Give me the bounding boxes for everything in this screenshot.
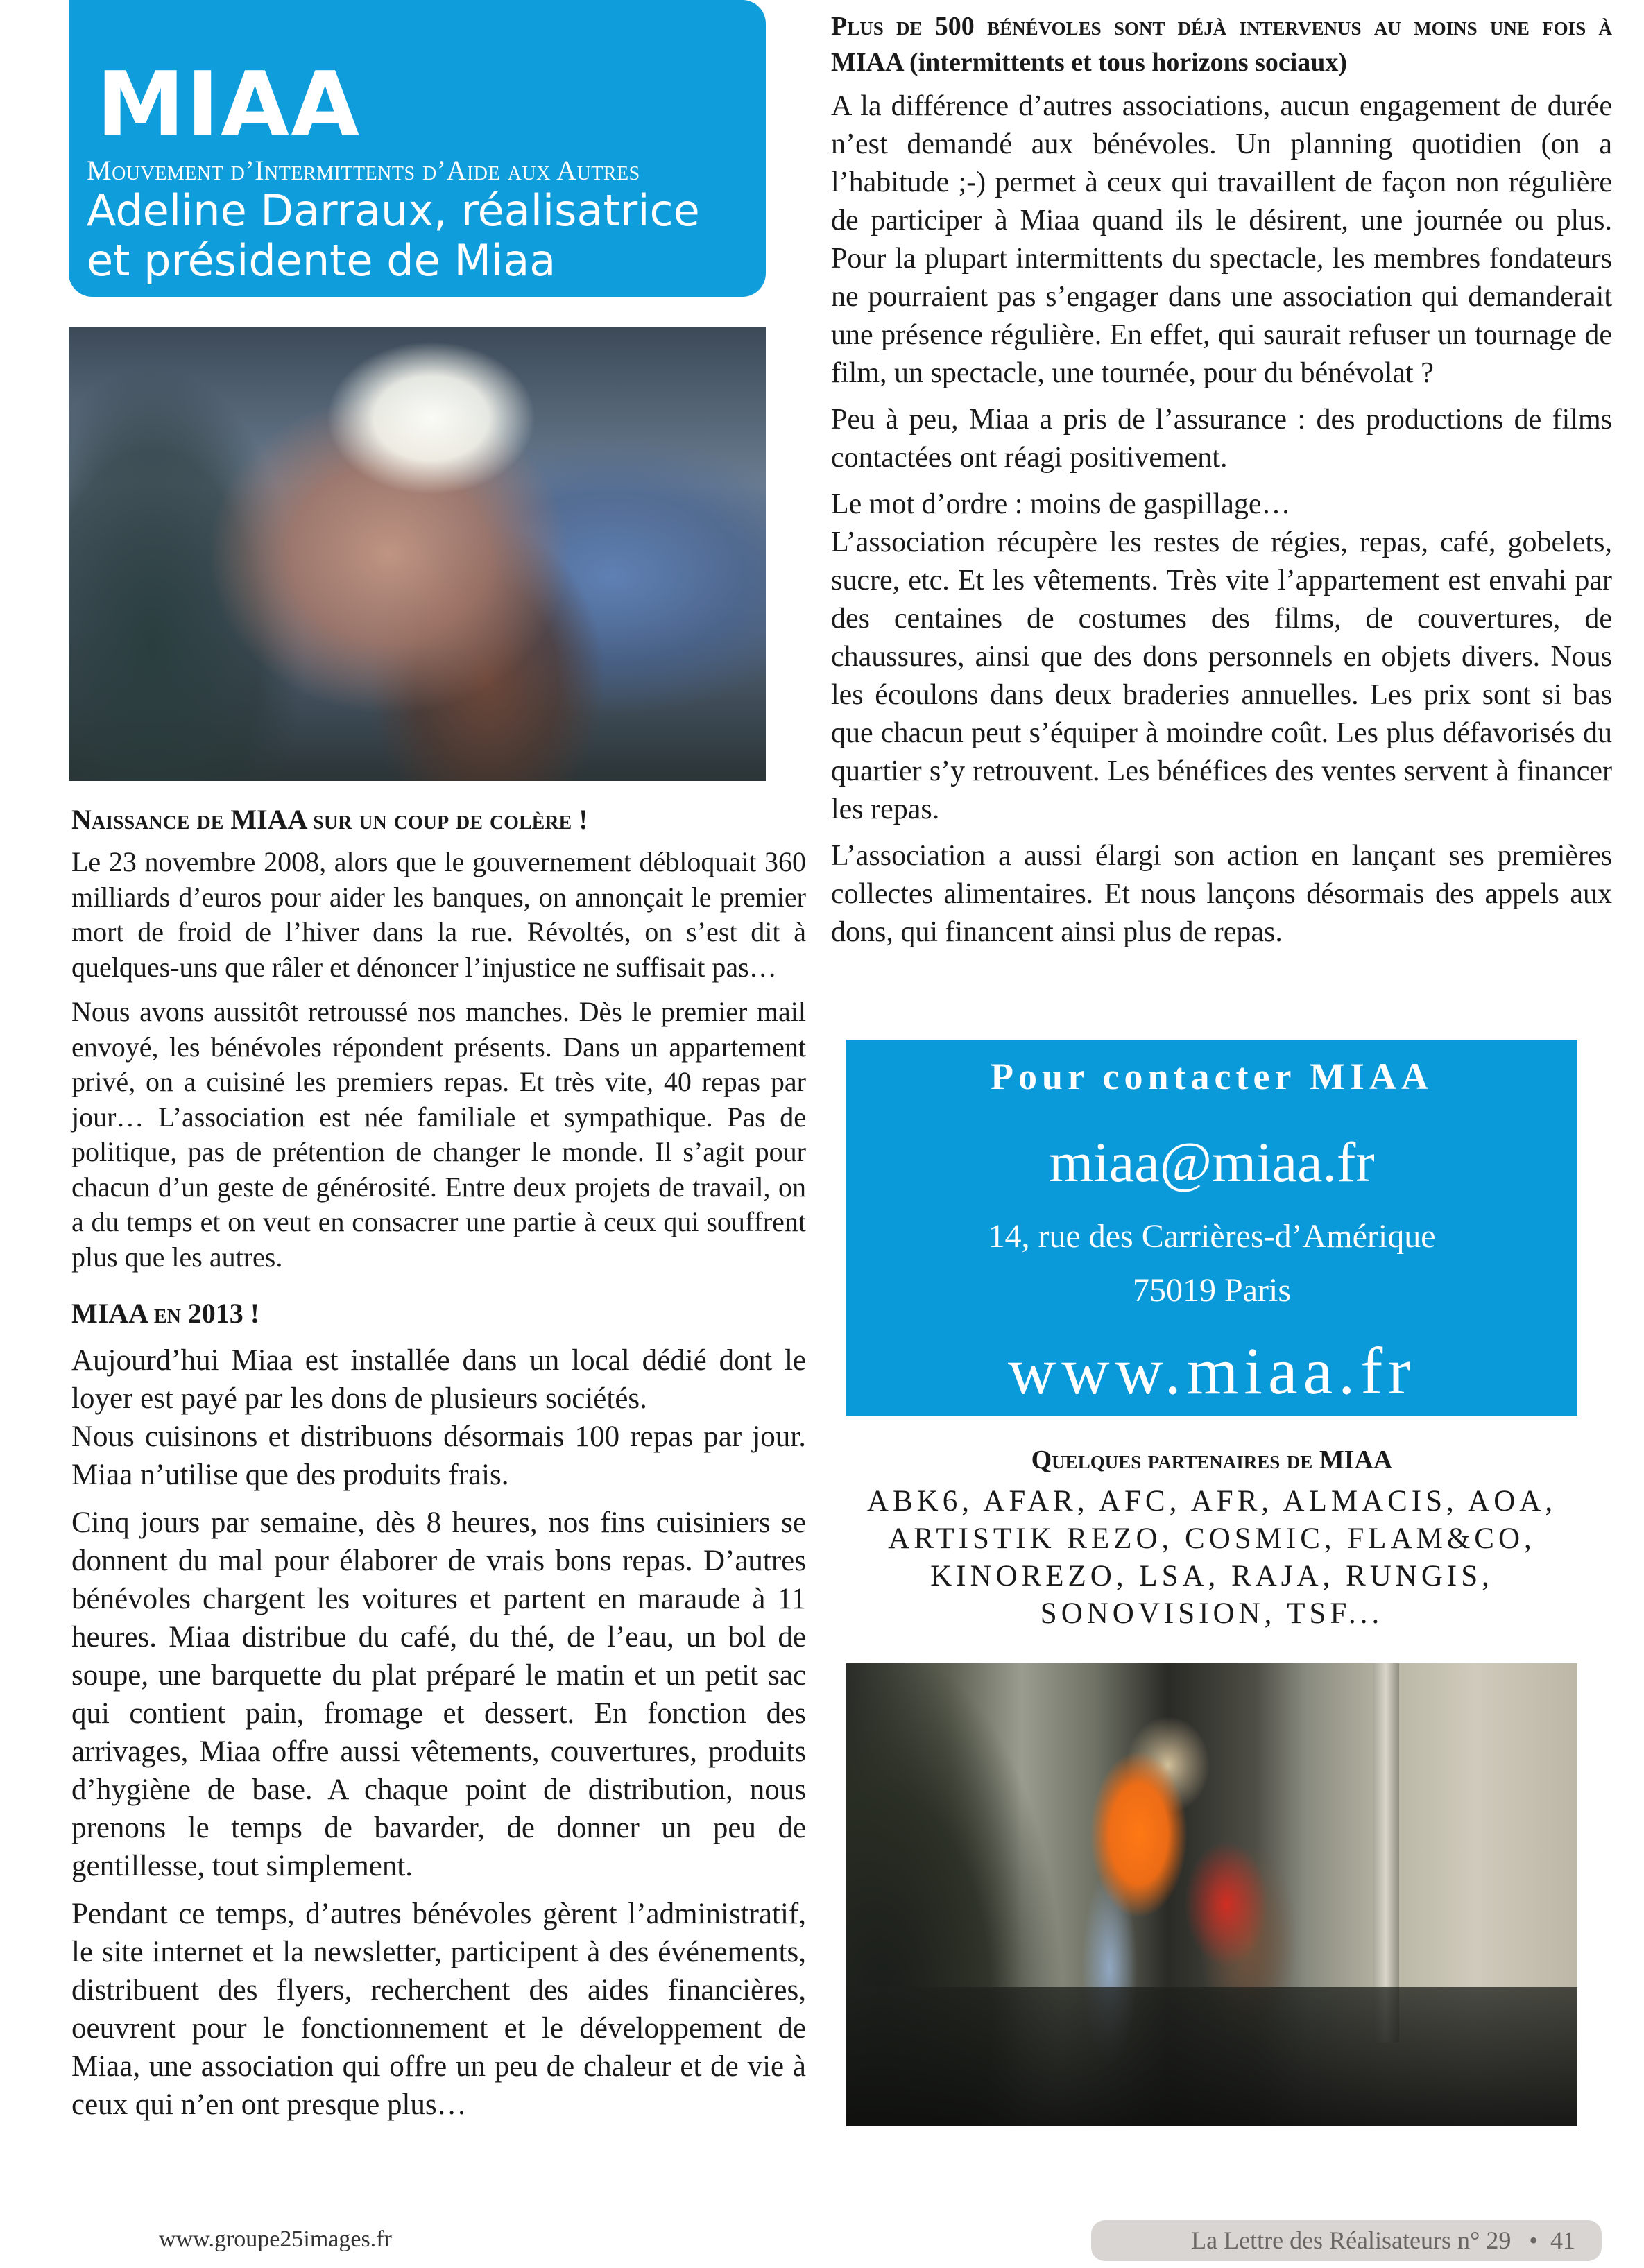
partners-line: ABK6, AFAR, AFC, AFR, ALMACIS, AOA,: [866, 1485, 1557, 1518]
author-line-1: Adeline Darraux, réalisatrice: [87, 185, 700, 236]
footer-website-link[interactable]: www.groupe25images.fr: [159, 2226, 392, 2252]
contact-box: [846, 1040, 1577, 1416]
contact-title: Pour contacter MIAA: [991, 1056, 1433, 1097]
publication-title: La Lettre des Réalisateurs n° 29: [1191, 2226, 1512, 2254]
contact-address-street: 14, rue des Carrières-d’Amérique: [988, 1218, 1436, 1255]
paragraph: A la différence d’autres associations, aucun engagement de durée n’est demandé aux bénévoles. Un planning quotidien (on a l’habitude ;-) permet à ceux qui travaillent de façon non régulière de participer à Miaa quand ils le désirent, une journée ou plus. Pour la plupart intermittents du spectacle, les membres fondateurs ne pourraient pas s’engager dans une association qui demanderait une présence régulière. En effet, qui saurait refuser un tournage de film, un spectacle, une tournée, pour du bénévolat ?: [831, 90, 1612, 389]
author-line-2: et présidente de Miaa: [87, 235, 556, 286]
bullet-separator: •: [1529, 2226, 1538, 2254]
organization-full-name: Mouvement d’Intermittents d’Aide aux Autres: [87, 155, 640, 186]
section-birth-of-miaa: [71, 803, 806, 1285]
paragraph: Aujourd’hui Miaa est installée dans un local dédié dont le loyer est payé par les dons de plusieurs sociétés.: [71, 1344, 806, 1415]
paragraph: Le mot d’ordre : moins de gaspillage…: [831, 488, 1291, 520]
partners-section: [846, 1443, 1577, 1633]
paragraph: Nous avons aussitôt retroussé nos manches. Dès le premier mail envoyé, les bénévoles répondent présents. Dans un appartement privé, on a cuisiné les premiers repas. Et très vite, 40 repas par jour… L’association est née familiale et sympathique. Pas de politique, pas de prétention de changer le monde. Il s’agit pour chacun d’un geste de générosité. Entre deux projets de travail, on a du temps et on veut en consacrer une partie à ceux qui souffrent plus que les autres.: [71, 996, 806, 1273]
footer-publication-badge: [1091, 2220, 1602, 2261]
header-title-box: [69, 0, 766, 297]
section-heading: [831, 8, 1612, 80]
hands-holding-cup-photo: [69, 327, 766, 781]
section-heading: MIAA en 2013 !: [71, 1298, 260, 1329]
contact-address-city: 75019 Paris: [1133, 1272, 1291, 1309]
contact-website-link[interactable]: www.miaa.fr: [1007, 1334, 1416, 1408]
paragraph: L’association a aussi élargi son action en lançant ses premières collectes alimentaires. Et nous lançons désormais des appels aux dons, qui financent ainsi plus de repas.: [831, 840, 1612, 948]
paragraph: Pendant ce temps, d’autres bénévoles gèrent l’administratif, le site internet et la newsletter, participent à des événements, distribuent des flyers, recherchent des aides financières, oeuvrent pour le fonctionnement et le développement de Miaa, une association qui offre un peu de chaleur et de vie à ceux qui n’en ont presque plus…: [71, 1898, 806, 2121]
paragraph: Nous cuisinons et distribuons désormais 100 repas par jour. Miaa n’utilise que des produits frais.: [71, 1420, 806, 1491]
wet-ground-shape: [846, 1987, 1577, 2126]
paragraph: Le 23 novembre 2008, alors que le gouvernement débloquait 360 milliards d’euros pour aider les banques, on annonçait le premier mort de froid de l’hiver dans la rue. Révoltés, on s’est dit à quelques-uns que râler et dénoncer l’injustice ne suffisait pas…: [71, 846, 806, 983]
partners-heading: Quelques partenaires de MIAA: [1031, 1445, 1393, 1475]
contact-email-link[interactable]: miaa@miaa.fr: [1049, 1131, 1375, 1194]
partners-line: KINOREZO, LSA, RAJA, RUNGIS,: [930, 1560, 1493, 1592]
section-miaa-2013: [71, 1297, 806, 2133]
drainpipe-shape: [1373, 1663, 1399, 2043]
section-volunteers: [831, 8, 1612, 960]
partners-line: SONOVISION, TSF...: [1040, 1597, 1384, 1630]
miaa-logo: MIAA: [96, 53, 361, 157]
heading-part-1: Plus de 500 bénévoles sont déjà intervenus au moins une fois à: [831, 12, 1612, 41]
paragraph: L’association récupère les restes de régies, repas, café, gobelets, sucre, etc. Et les vêtements. Très vite l’appartement est envahi par des centaines de costumes des films, de couvertures, de chaussures, ainsi que des dons personnels en objets divers. Nous les écoulons dans deux braderies annuelles. Les prix sont si bas que chacun peut s’équiper à moindre coût. Les plus défavorisés du quartier s’y retrouvent. Les bénéfices des ventes servent à financer les repas.: [831, 526, 1612, 825]
page-number: 41: [1550, 2226, 1575, 2254]
paragraph: Peu à peu, Miaa a pris de l’assurance : des productions de films contactées ont réagi positivement.: [831, 404, 1612, 474]
section-heading: Naissance de MIAA sur un coup de colère !: [71, 804, 588, 835]
partners-line: ARTISTIK REZO, COSMIC, FLAM&CO,: [888, 1522, 1536, 1555]
author-byline: [87, 186, 700, 286]
volunteer-orange-vest-photo: [846, 1663, 1577, 2126]
heading-part-2: MIAA (intermittents et tous horizons sociaux): [831, 48, 1348, 77]
paragraph: Cinq jours par semaine, dès 8 heures, nos fins cuisiniers se donnent du mal pour élaborer de vrais bons repas. D’autres bénévoles chargent les voitures et partent en maraude à 11 heures. Miaa distribue du café, du thé, de l’eau, un bol de soupe, une barquette du plat préparé le matin et un petit sac qui contient pain, fromage et dessert. En fonction des arrivages, Miaa offre aussi vêtements, couvertures, produits d’hygiène de base. A chaque point de distribution, nous prenons le temps de bavarder, de donner un peu de gentillesse, tout simplement.: [71, 1506, 806, 1882]
